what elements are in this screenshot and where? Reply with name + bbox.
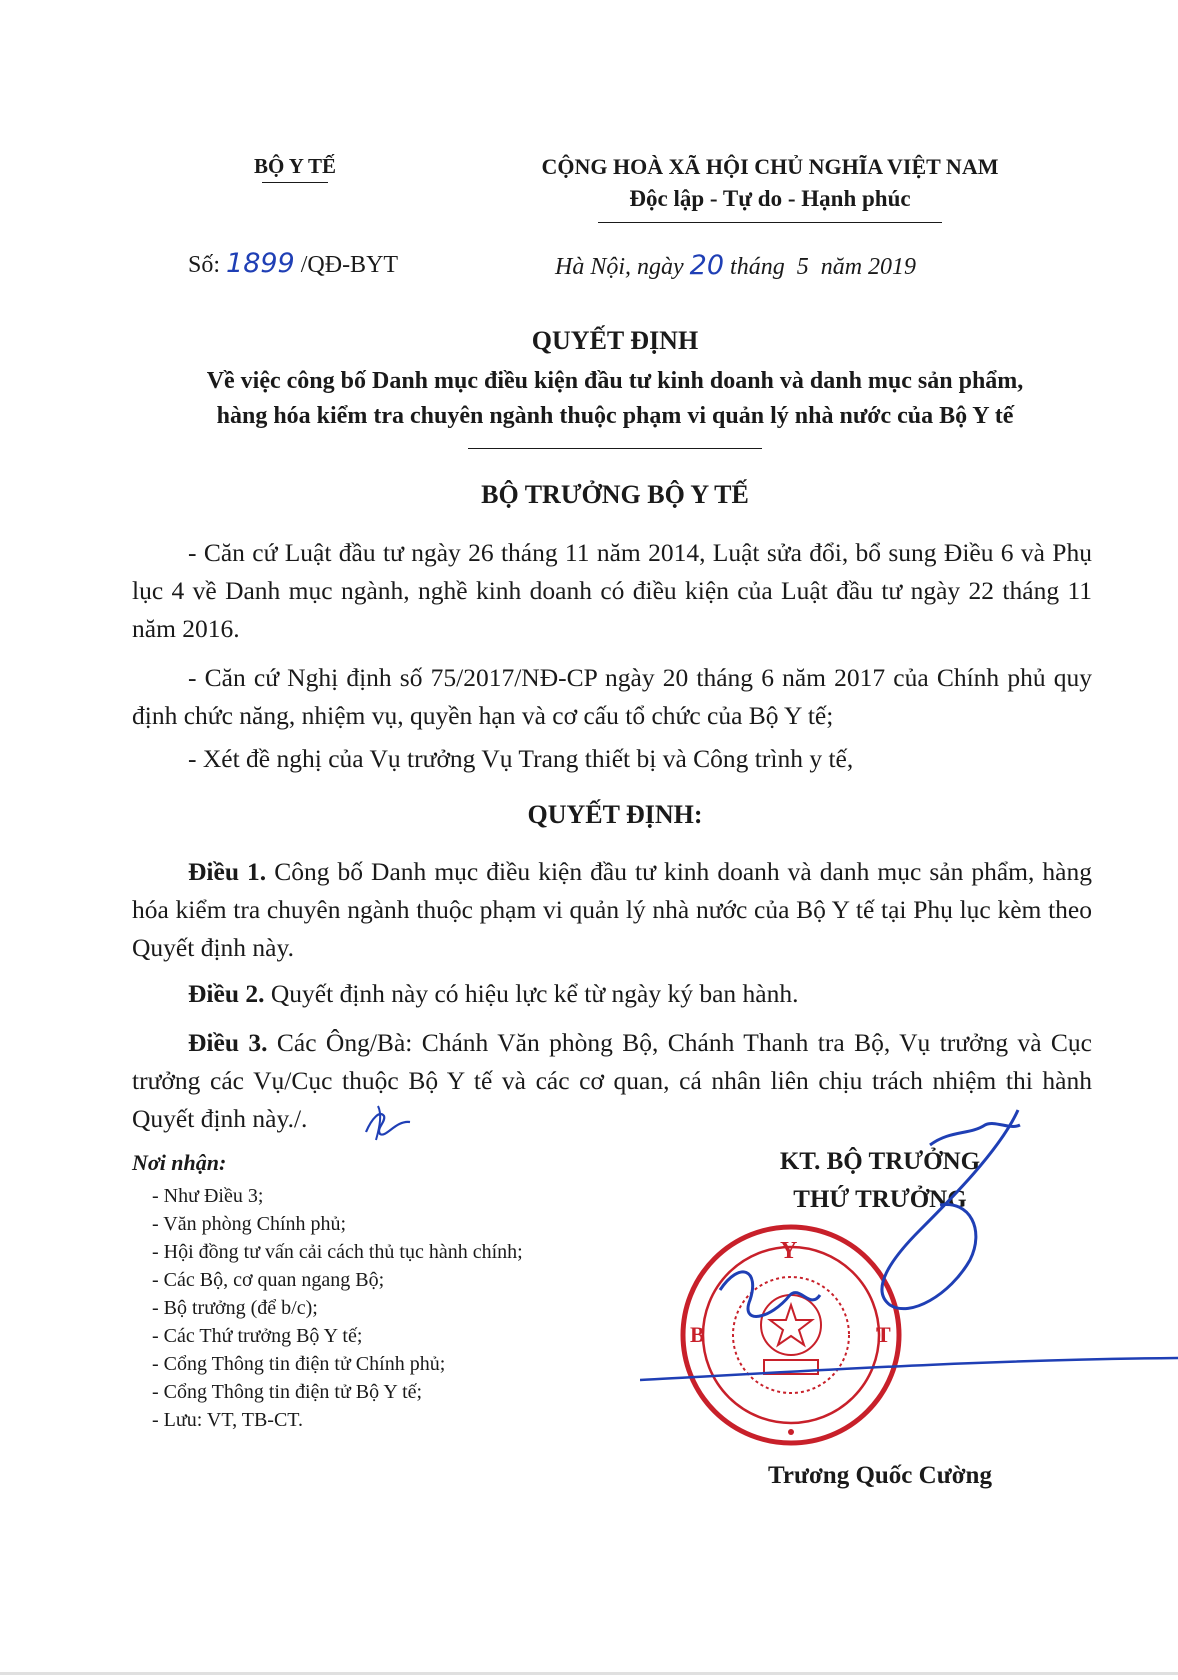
signer-name: Trương Quốc Cường (768, 1462, 992, 1489)
recipient-item: - Hội đồng tư vấn cải cách thủ tục hành chính; (152, 1241, 523, 1263)
recipient-item: - Bộ trưởng (để b/c); (152, 1297, 318, 1319)
date-month: 5 (796, 254, 809, 280)
recipient-item: - Cổng Thông tin điện tử Chính phủ; (152, 1353, 446, 1375)
recipient-item: - Cổng Thông tin điện tử Bộ Y tế; (152, 1381, 423, 1403)
recipient-item: - Các Bộ, cơ quan ngang Bộ; (152, 1269, 385, 1291)
recipient-item: - Lưu: VT, TB-CT. (152, 1409, 304, 1431)
subject-line-2: hàng hóa kiểm tra chuyên ngành thuộc phạm vi quản lý nhà nước của Bộ Y tế (216, 403, 1014, 429)
article-2-label: Điều 2. (188, 979, 265, 1008)
decision-heading: QUYẾT ĐỊNH: (527, 800, 703, 829)
seal-letter-right: T (876, 1322, 891, 1347)
date-prefix: Hà Nội, ngày (555, 254, 684, 280)
seal-letter-top: Y (780, 1238, 798, 1264)
motto-underline (598, 222, 942, 223)
recipient-item: - Các Thứ trưởng Bộ Y tế; (152, 1325, 363, 1347)
article-2 (132, 975, 1092, 1013)
ground-2: - Căn cứ Nghị định số 75/2017/NĐ-CP ngày 20 tháng 6 năm 2017 của Chính phủ quy định chức năng, nhiệm vụ, quyền hạn và cơ cấu tổ chức của Bộ Y tế; (132, 663, 1092, 730)
recipients-block (132, 1150, 632, 1434)
recipients-heading: Nơi nhận: (132, 1150, 227, 1175)
recipient-item: - Như Điều 3; (152, 1185, 264, 1207)
article-1-label: Điều 1. (188, 857, 267, 886)
subject-underline (468, 448, 762, 449)
handwritten-signature (640, 1090, 1178, 1410)
number-suffix: /QĐ-BYT (300, 252, 399, 278)
article-2-text: Quyết định này có hiệu lực kể từ ngày ký ban hành. (264, 979, 799, 1008)
ground-1: - Căn cứ Luật đầu tư ngày 26 tháng 11 năm 2014, Luật sửa đổi, bổ sung Điều 6 và Phụ lục 4 về Danh mục ngành, nghề kinh doanh có điều kiện của Luật đầu tư ngày 22 tháng 11 năm 2016. (132, 538, 1092, 643)
agency-name: BỘ Y TẾ (253, 154, 337, 178)
national-motto: Độc lập - Tự do - Hạnh phúc (629, 186, 911, 211)
handwritten-day: 20 (689, 250, 725, 281)
date-year: năm 2019 (820, 254, 917, 280)
decision-number (188, 248, 398, 279)
article-3-label: Điều 3. (188, 1028, 268, 1057)
date-month-label: tháng (730, 254, 785, 280)
number-prefix: Số: (188, 252, 221, 278)
signature-title-2: THỨ TRƯỞNG (793, 1186, 967, 1213)
initial-mark (358, 1096, 418, 1146)
article-3-text: Các Ông/Bà: Chánh Văn phòng Bộ, Chánh Thanh tra Bộ, Vụ trưởng và Cục trưởng các Vụ/Cục thuộc Bộ Y tế và các cơ quan, cá nhân liên chịu trách nhiệm thi hành Quyết định này./. (132, 1028, 1092, 1133)
handwritten-number: 1899 (226, 248, 295, 279)
signature-title-1: KT. BỘ TRƯỞNG (779, 1148, 981, 1175)
ground-3: - Xét đề nghị của Vụ trưởng Vụ Trang thiết bị và Công trình y tế, (188, 744, 854, 773)
authority-heading: BỘ TRƯỞNG BỘ Y TẾ (481, 480, 749, 509)
subject-line-1: Về việc công bố Danh mục điều kiện đầu tư kinh doanh và danh mục sản phẩm, (206, 368, 1024, 394)
recipient-item: - Văn phòng Chính phủ; (152, 1213, 347, 1235)
scan-edge-line (0, 1672, 1178, 1675)
agency-underline (262, 182, 328, 183)
seal-letter-left: B (690, 1322, 705, 1347)
country-name: CỘNG HOÀ XÃ HỘI CHỦ NGHĨA VIỆT NAM (541, 154, 999, 179)
document-title: QUYẾT ĐỊNH (531, 326, 699, 355)
article-1-text: Công bố Danh mục điều kiện đầu tư kinh doanh và danh mục sản phẩm, hàng hóa kiểm tra chuyên ngành thuộc phạm vi quản lý nhà nước của Bộ Y tế tại Phụ lục kèm theo Quyết định này. (132, 857, 1092, 962)
article-1 (132, 853, 1092, 967)
issue-date (555, 250, 916, 281)
